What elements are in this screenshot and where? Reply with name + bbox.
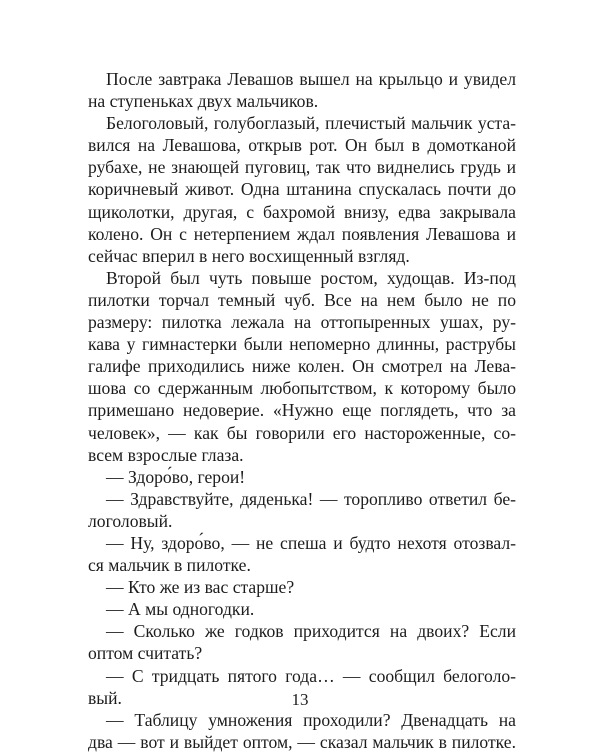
text-line: кава у гимнастерки были непомерно длинны, раструбы — [88, 334, 516, 355]
text-line: Белоголовый, голубоглазый, плечистый мальчик уста- — [106, 113, 516, 134]
text-line: галифе приходились ниже колен. Он смотрел на Лева- — [88, 356, 516, 377]
paragraph — [88, 267, 516, 466]
paragraph — [88, 532, 516, 576]
paragraph — [88, 488, 516, 532]
text-line: — Здравствуйте, дяденька! — торопливо ответил бе- — [106, 488, 516, 509]
text-line: ся мальчик в пилотке. — [88, 555, 251, 576]
text-line: щиколотки, другая, с бахромой внизу, едва закрывала — [88, 201, 516, 222]
text-line: — С тридцать пятого года… — сообщил белоголо- — [106, 665, 516, 686]
text-line: шова со сдержанным любопытством, к которому было — [88, 378, 516, 399]
text-line: вый. — [88, 687, 122, 708]
text-line: рубахе, не знающей пуговиц, так что виднелись грудь и — [88, 157, 516, 178]
paragraph — [88, 598, 516, 620]
paragraph — [88, 466, 516, 488]
text-line: — Таблицу умножения проходили? Двенадцать на — [106, 709, 516, 730]
text-line: — Здоро́во, герои! — [106, 466, 246, 487]
text-line: два — вот и выйдет оптом, — сказал мальчик в пилотке. — [88, 731, 516, 752]
text-line: — А мы одногодки. — [106, 599, 255, 620]
text-line: коричневый живот. Одна штанина спускалась почти до — [88, 179, 516, 200]
paragraph — [88, 620, 516, 664]
text-line: После завтрака Левашов вышел на крыльцо и увидел — [106, 69, 516, 89]
text-line: логоловый. — [88, 510, 173, 531]
text-line: вился на Левашова, открыв рот. Он был в домотканой — [88, 135, 516, 156]
text-line: — Сколько же годков приходится на двоих? Если — [106, 621, 516, 642]
text-line: человек», — как бы говорили его настороженные, со- — [88, 422, 516, 443]
text-line: — Кто же из вас старше? — [106, 577, 295, 598]
text-line: колено. Он с нетерпением ждал появления Левашова и — [88, 223, 516, 244]
paragraph — [88, 709, 516, 753]
paragraph — [88, 68, 516, 112]
paragraph — [88, 112, 516, 267]
text-line: примешано недоверие. «Нужно еще поглядеть, что за — [88, 400, 516, 421]
paragraph — [88, 576, 516, 598]
text-line: пилотки торчал темный чуб. Все на нем было не по — [88, 289, 516, 310]
text-line: — Ну, здоро́во, — не спеша и будто нехотя отозвал- — [106, 532, 516, 553]
text-line: размеру: пилотка лежала на оттопыренных ушах, ру- — [88, 312, 516, 333]
text-line: всем взрослые глаза. — [88, 444, 244, 465]
text-line: Второй был чуть повыше ростом, худощав. Из-под — [106, 267, 516, 288]
text-line: сейчас вперил в него восхищенный взгляд. — [88, 245, 410, 266]
body-text — [88, 68, 516, 753]
text-line: оптом считать? — [88, 643, 203, 664]
page-number: 13 — [291, 690, 309, 709]
text-line: на ступеньках двух мальчиков. — [88, 91, 319, 112]
